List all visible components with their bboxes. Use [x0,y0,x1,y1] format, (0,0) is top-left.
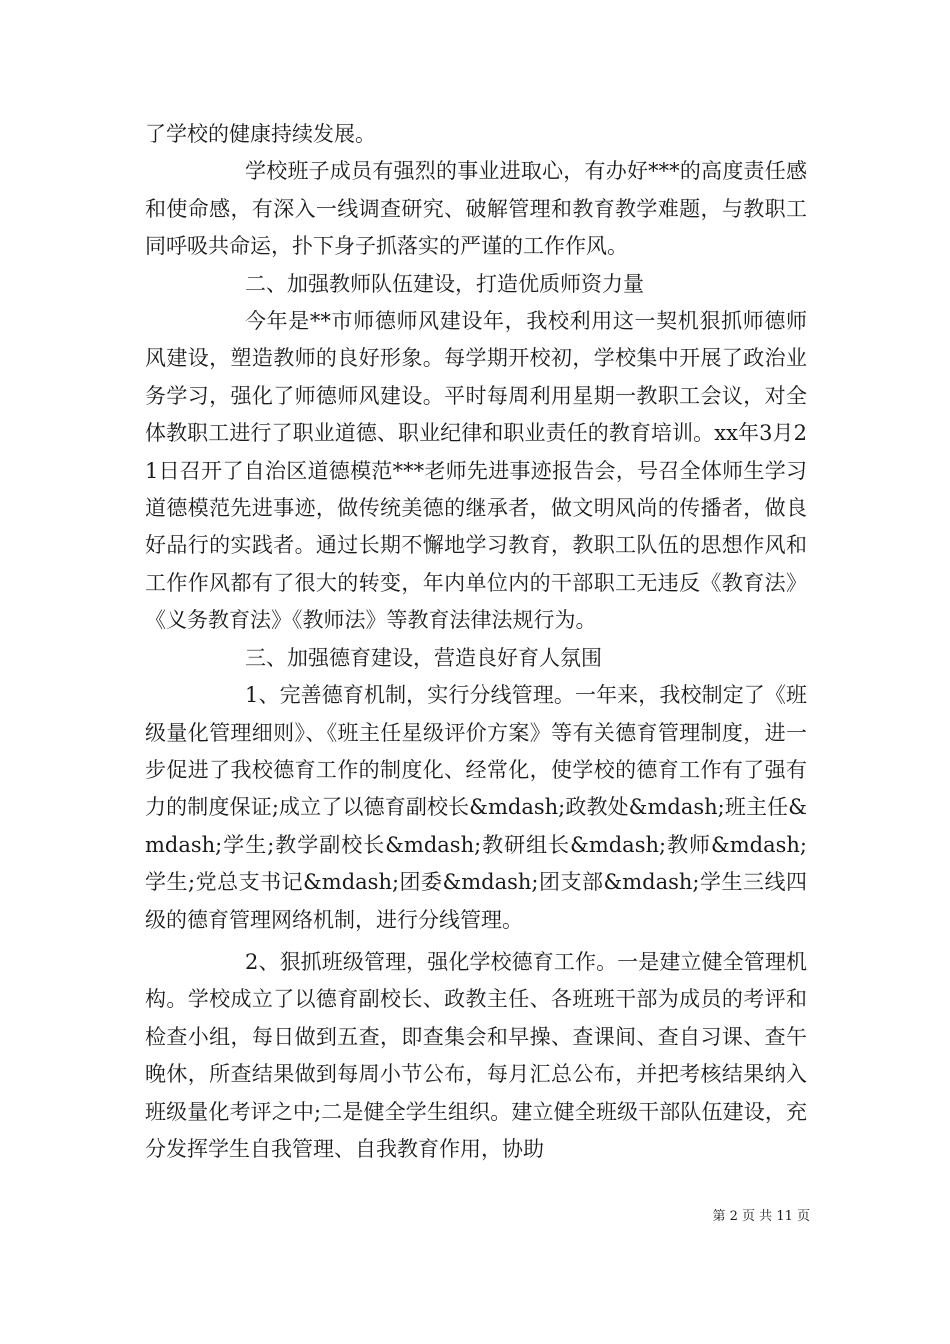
page-number-footer: 第 2 页 共 11 页 [712,1209,810,1224]
section-heading-3: 三、加强德育建设，营造良好育人氛围 [245,645,602,670]
paragraph-leadership: 学校班子成员有强烈的事业进取心，有办好***的高度责任感和使命感，有深入一线调查研究、破解管理和教育教学难题，与教职工同呼吸共命运，扑下身子抓落实的严谨的工作作风。 [145,159,807,259]
paragraph-continuation: 了学校的健康持续发展。 [145,122,376,146]
section-heading-2: 二、加强教师队伍建设，打造优质师资力量 [245,271,644,296]
paragraph-moral-mechanism: 1、完善德育机制，实行分线管理。一年来，我校制定了《班级量化管理细则》、《班主任星级评价方案》等有关德育管理制度，进一步促进了我校德育工作的制度化、经常化，使学校的德育工作有了强有力的制度保证;成立了以德育副校长&mdash;政教处&mdash;班主任&mdash;学生;教学副校长&mdash;教研组长&mdash;教师&mdash;学生;党总支书记&mdash;团委&mdash;团支部&mdash;学生三线四级的德育管理网络机制，进行分线管理。 [145,683,807,932]
document-body [145,116,807,1168]
paragraph-class-management: 2、狠抓班级管理，强化学校德育工作。一是建立健全管理机构。学校成立了以德育副校长、政教主任、各班班干部为成员的考评和检查小组，每日做到五查，即查集会和早操、查课间、查自习课、查午晚休，所查结果做到每周小节公布，每月汇总公布，并把考核结果纳入班级量化考评之中;二是健全学生组织。建立健全班级干部队伍建设，充分发挥学生自我管理、自我教育作用，协助 [145,949,807,1161]
paragraph-teacher-ethics: 今年是**市师德师风建设年，我校利用这一契机狠抓师德师风建设，塑造教师的良好形象。每学期开校初，学校集中开展了政治业务学习，强化了师德师风建设。平时每周利用星期一教职工会议，对全体教职工进行了职业道德、职业纪律和职业责任的教育培训。xx年3月21日召开了自治区道德模范***老师先进事迹报告会，号召全体师生学习道德模范先进事迹，做传统美德的继承者，做文明风尚的传播者，做良好品行的实践者。通过长期不懈地学习教育，教职工队伍的思想作风和工作作风都有了很大的转变，年内单位内的干部职工无违反《教育法》《义务教育法》《教师法》等教育法律法规行为。 [145,309,807,633]
